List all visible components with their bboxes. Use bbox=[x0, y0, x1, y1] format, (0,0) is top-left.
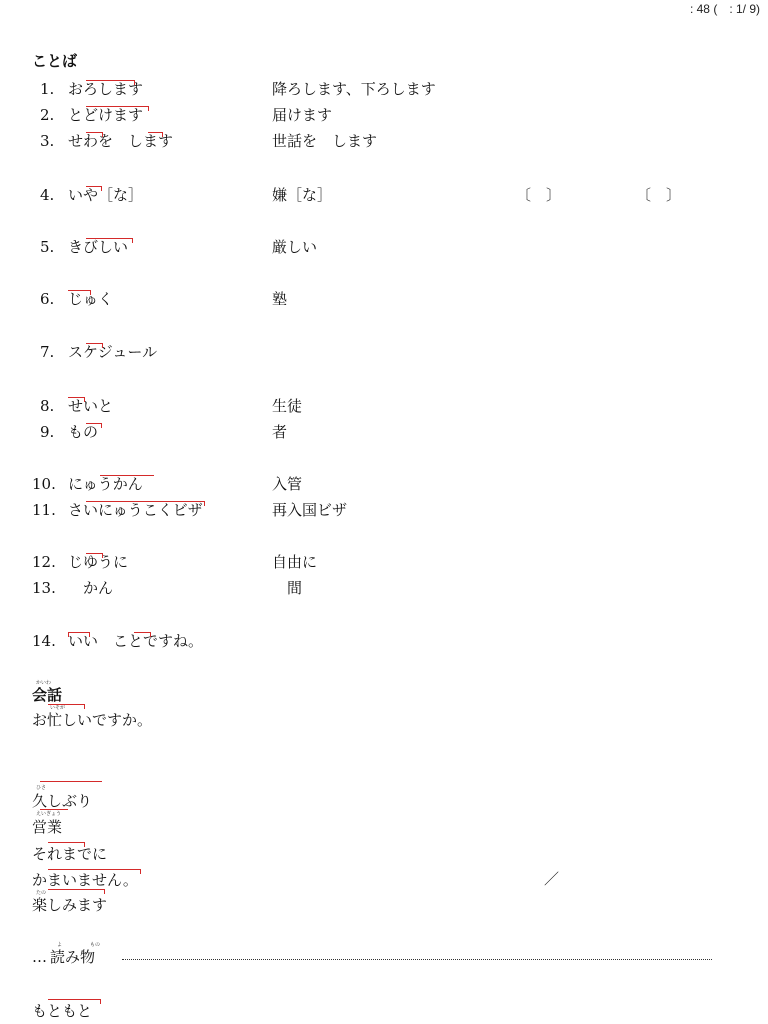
vocab-reading: もの bbox=[68, 423, 99, 441]
vocab-kanji: 生徒 bbox=[272, 397, 303, 415]
furigana: もの bbox=[90, 942, 101, 948]
pitch-accent-mark bbox=[86, 186, 102, 191]
pitch-accent-mark bbox=[86, 238, 133, 243]
vocab-num: 7. bbox=[40, 343, 55, 361]
phrase: 楽しみます bbox=[32, 896, 108, 914]
pitch-accent-mark bbox=[148, 132, 163, 137]
pitch-accent-mark bbox=[86, 501, 205, 506]
pitch-accent-mark bbox=[48, 704, 85, 709]
vocab-num: 1. bbox=[40, 80, 55, 98]
phrase: 久しぶり bbox=[32, 792, 93, 810]
phrase: 営業 bbox=[32, 818, 63, 836]
pitch-accent-mark bbox=[134, 632, 151, 637]
page-info: : 48 ( : 1/ 9) bbox=[689, 2, 760, 16]
pitch-accent-mark bbox=[68, 397, 85, 402]
furigana: えいぎょう bbox=[36, 811, 62, 817]
section-title-kaiwa: 会話 bbox=[32, 686, 63, 704]
vocab-num: 4. bbox=[40, 186, 55, 204]
vocab-kanji: 届けます bbox=[272, 106, 333, 124]
vocab-num: 12. bbox=[32, 553, 56, 571]
vocab-reading: じゅく bbox=[68, 290, 114, 308]
pitch-accent-mark bbox=[40, 809, 68, 814]
vocab-kanji: 入管 bbox=[272, 475, 303, 493]
vocab-num: 8. bbox=[40, 397, 55, 415]
vocab-reading: おろします bbox=[68, 80, 144, 98]
vocab-reading: さいにゅうこくビザ bbox=[68, 501, 203, 519]
answer-bracket: 〔 〕 bbox=[516, 186, 562, 204]
vocab-reading: とどけます bbox=[68, 106, 144, 124]
vocab-kanji: 嫌［な］ bbox=[272, 186, 333, 204]
furigana: たの bbox=[36, 890, 47, 896]
vocab-kanji: 者 bbox=[272, 423, 288, 441]
vocab-reading: スケジュール bbox=[68, 343, 158, 361]
vocab-num: 14. bbox=[32, 632, 56, 650]
vocab-reading: いい ことですね。 bbox=[68, 632, 204, 650]
pitch-accent-mark bbox=[40, 781, 102, 786]
section-title-yomimono: 読み物 bbox=[50, 948, 96, 966]
vocab-kanji: 自由に bbox=[272, 553, 318, 571]
vocab-kanji: 塾 bbox=[272, 290, 288, 308]
vocab-reading: いや［な］ bbox=[68, 186, 144, 204]
vocab-kanji: 再入国ビザ bbox=[272, 501, 348, 519]
vocab-num: 5. bbox=[40, 238, 55, 256]
vocab-reading: せわを します bbox=[68, 132, 174, 150]
furigana: よ bbox=[57, 942, 63, 948]
pitch-accent-mark bbox=[100, 475, 154, 480]
slash-mark: ／ bbox=[544, 870, 560, 888]
vocab-kanji: 厳しい bbox=[272, 238, 318, 256]
pitch-accent-mark bbox=[86, 132, 103, 137]
vocab-num: 6. bbox=[40, 290, 55, 308]
pitch-accent-mark bbox=[86, 423, 102, 428]
vocab-reading: せいと bbox=[68, 397, 114, 415]
vocab-reading: じゆうに bbox=[68, 553, 129, 571]
vocab-kanji: 降ろします、下ろします bbox=[272, 80, 436, 98]
vocab-reading: かん bbox=[68, 579, 114, 597]
vocab-kanji: 世話を します bbox=[272, 132, 378, 150]
pitch-accent-mark bbox=[68, 632, 90, 637]
answer-bracket: 〔 〕 bbox=[636, 186, 682, 204]
vocab-num: 10. bbox=[32, 475, 56, 493]
vocab-num: 11. bbox=[32, 501, 56, 519]
vocab-num: 3. bbox=[40, 132, 55, 150]
pitch-accent-mark bbox=[68, 290, 91, 295]
vocab-num: 2. bbox=[40, 106, 55, 124]
pitch-accent-mark bbox=[86, 80, 135, 85]
furigana: ひさ bbox=[36, 785, 47, 791]
dotted-leader-line bbox=[122, 959, 712, 960]
furigana: かいわ bbox=[36, 680, 52, 686]
phrase: もともと bbox=[32, 1002, 93, 1020]
vocab-num: 13. bbox=[32, 579, 56, 597]
vocab-reading: にゅうかん bbox=[68, 475, 143, 493]
vocab-reading: きびしい bbox=[68, 238, 129, 256]
pitch-accent-mark bbox=[86, 553, 103, 558]
pitch-accent-mark bbox=[86, 343, 103, 348]
furigana: いそが bbox=[50, 705, 66, 711]
phrase: それまでに bbox=[32, 845, 108, 863]
dialogue-title: お忙しいですか。 bbox=[32, 711, 153, 729]
section-title-vocab: ことば bbox=[32, 52, 78, 70]
vocab-kanji: 間 bbox=[272, 579, 303, 597]
leader-dots: … bbox=[32, 948, 47, 966]
pitch-accent-mark bbox=[48, 889, 105, 894]
pitch-accent-mark bbox=[86, 106, 149, 111]
vocab-num: 9. bbox=[40, 423, 55, 441]
phrase: かまいません。 bbox=[32, 871, 138, 889]
